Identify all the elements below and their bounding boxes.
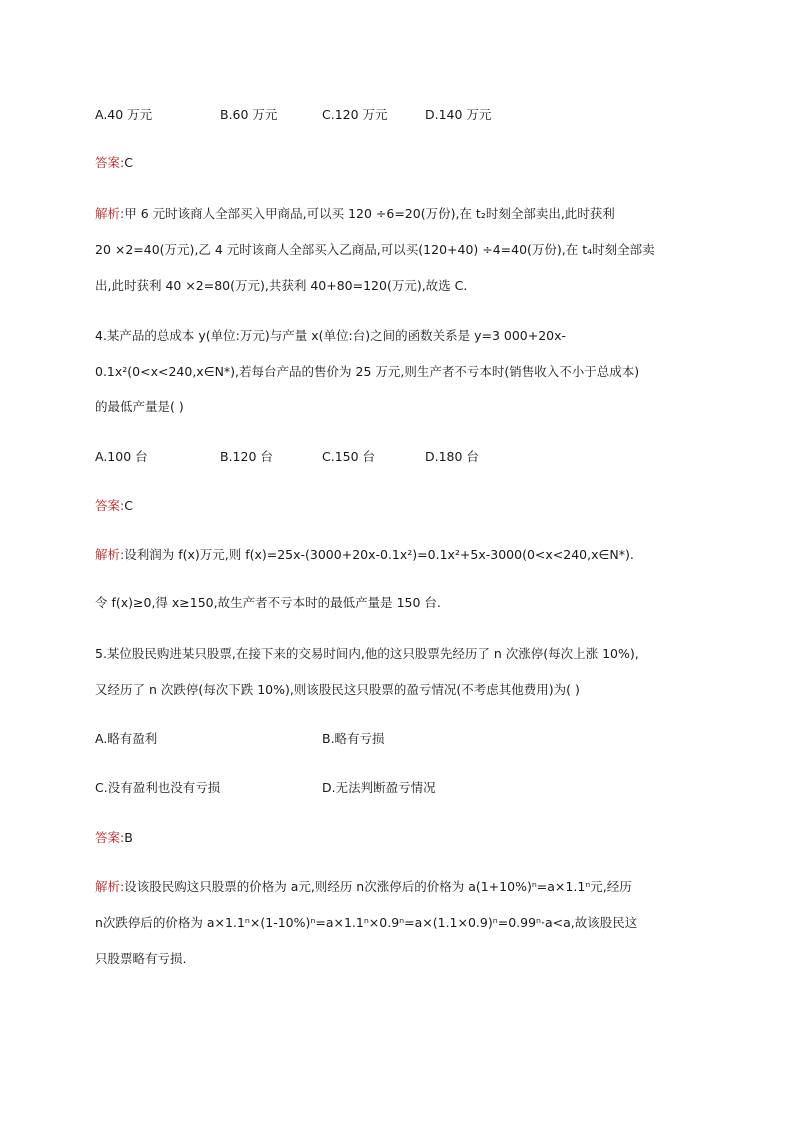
q3-option-d: D.140 万元 [425,107,492,122]
analysis-line: 出,此时获利 40 ×2=80(万元),共获利 40+80=120(万元),故选 C. [95,278,468,293]
analysis-line: 解析:甲 6 元时该商人全部买入甲商品,可以买 120 ÷6=20(万份),在 t₂时刻全部卖出,此时获利 [95,206,615,221]
q5-option-b: B.略有亏损 [322,731,385,746]
q4-answer [95,497,133,515]
question-line: 0.1x²(0<x<240,x∈N*),若每台产品的售价为 25 万元,则生产者不亏本时(销售收入不小于总成本) [95,364,640,379]
analysis-label: 解析: [95,879,125,894]
question-line: 的最低产量是( ) [95,399,184,414]
analysis-label: 解析: [95,206,125,221]
q3-answer [95,154,133,172]
question-line: 4.某产品的总成本 y(单位:万元)与产量 x(单位:台)之间的函数关系是 y=3 000+20x- [95,328,567,343]
analysis-line: 解析:设该股民购这只股票的价格为 a元,则经历 n次涨停后的价格为 a(1+10%)ⁿ=a×1.1ⁿ元,经历 [95,879,632,894]
q4-option-a: A.100 台 [95,449,148,464]
q5-option-a: A.略有盈利 [95,731,158,746]
answer-label: 答案: [95,498,125,513]
answer-value: B [124,830,133,845]
q4-option-c: C.150 台 [322,449,376,464]
q5-answer [95,829,133,847]
q4-option-d: D.180 台 [425,449,479,464]
analysis-line: n次跌停后的价格为 a×1.1ⁿ×(1-10%)ⁿ=a×1.1ⁿ×0.9ⁿ=a×(1.1×0.9)ⁿ=0.99ⁿ·a<a,故该股民这 [95,915,638,930]
q5-option-d: D.无法判断盈亏情况 [322,780,436,795]
analysis-label: 解析: [95,547,125,562]
q3-option-c: C.120 万元 [322,107,388,122]
q3-option-a: A.40 万元 [95,107,153,122]
q4-option-b: B.120 台 [220,449,273,464]
answer-label: 答案: [95,830,125,845]
analysis-line: 20 ×2=40(万元),乙 4 元时该商人全部买入乙商品,可以买(120+40) ÷4=40(万份),在 t₄时刻全部卖 [95,242,655,257]
question-line: 又经历了 n 次跌停(每次下跌 10%),则该股民这只股票的盈亏情况(不考虑其他费用)为( ) [95,682,580,697]
analysis-line: 解析:设利润为 f(x)万元,则 f(x)=25x-(3000+20x-0.1x²)=0.1x²+5x-3000(0<x<240,x∈N*). [95,547,634,562]
q5-option-c: C.没有盈利也没有亏损 [95,780,221,795]
answer-value: C [124,155,133,170]
q3-option-b: B.60 万元 [220,107,278,122]
question-line: 5.某位股民购进某只股票,在接下来的交易时间内,他的这只股票先经历了 n 次涨停(每次上涨 10%), [95,646,639,661]
answer-label: 答案: [95,155,125,170]
answer-value: C [124,498,133,513]
analysis-line: 令 f(x)≥0,得 x≥150,故生产者不亏本时的最低产量是 150 台. [95,595,441,610]
analysis-line: 只股票略有亏损. [95,951,187,966]
